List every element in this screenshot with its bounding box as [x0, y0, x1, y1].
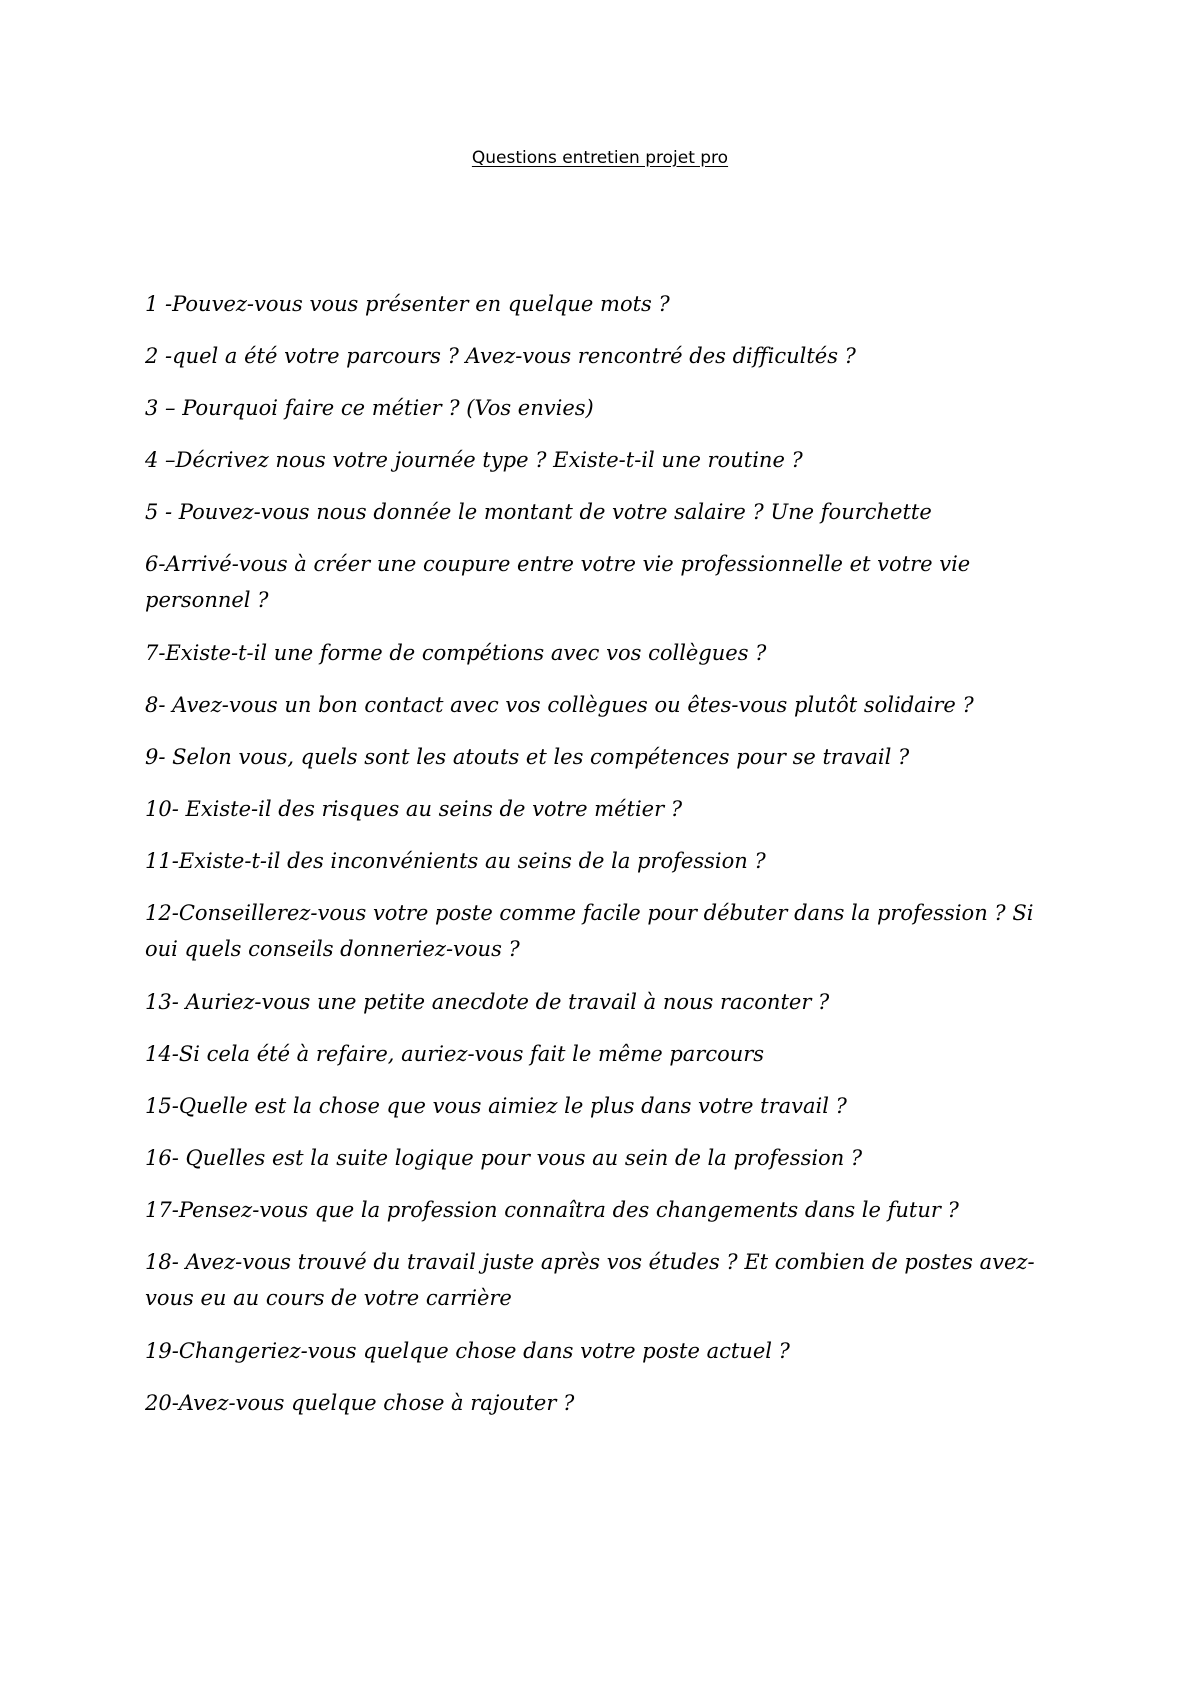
question-item: 8- Avez-vous un bon contact avec vos collègues ou êtes-vous plutôt solidaire ? — [145, 693, 974, 717]
question-item: 17-Pensez-vous que la profession connaîtra des changements dans le futur ? — [145, 1198, 959, 1222]
question-item: 10- Existe-il des risques au seins de votre métier ? — [145, 797, 683, 821]
question-item: 3 – Pourquoi faire ce métier ? (Vos envies) — [145, 396, 594, 420]
question-item: 18- Avez-vous trouvé du travail juste après vos études ? Et combien de postes avez-vous eu au cours de votre carrière — [145, 1250, 1035, 1310]
question-item: 14-Si cela été à refaire, auriez-vous fait le même parcours — [145, 1042, 765, 1066]
question-item: 5 - Pouvez-vous nous donnée le montant de votre salaire ? Une fourchette — [145, 500, 932, 524]
question-item: 16- Quelles est la suite logique pour vous au sein de la profession ? — [145, 1146, 863, 1170]
question-item: 4 –Décrivez nous votre journée type ? Existe-t-il une routine ? — [145, 448, 803, 472]
question-item: 2 -quel a été votre parcours ? Avez-vous rencontré des difficultés ? — [145, 344, 856, 368]
question-item: 1 -Pouvez-vous vous présenter en quelque mots ? — [145, 292, 670, 316]
document-title: Questions entretien projet pro — [471, 148, 729, 168]
question-item: 19-Changeriez-vous quelque chose dans votre poste actuel ? — [145, 1339, 790, 1363]
question-item: 12-Conseillerez-vous votre poste comme facile pour débuter dans la profession ? Si oui quels conseils donneriez-vous ? — [145, 901, 1034, 961]
question-item: 20-Avez-vous quelque chose à rajouter ? — [145, 1391, 575, 1415]
question-item: 13- Auriez-vous une petite anecdote de travail à nous raconter ? — [145, 990, 830, 1014]
question-item: 6-Arrivé-vous à créer une coupure entre votre vie professionnelle et votre vie personnel ? — [145, 552, 971, 612]
question-list — [145, 286, 1065, 1437]
question-item: 7-Existe-t-il une forme de compétions avec vos collègues ? — [145, 641, 767, 665]
question-item: 15-Quelle est la chose que vous aimiez le plus dans votre travail ? — [145, 1094, 847, 1118]
question-item: 11-Existe-t-il des inconvénients au seins de la profession ? — [145, 849, 766, 873]
question-item: 9- Selon vous, quels sont les atouts et les compétences pour se travail ? — [145, 745, 910, 769]
